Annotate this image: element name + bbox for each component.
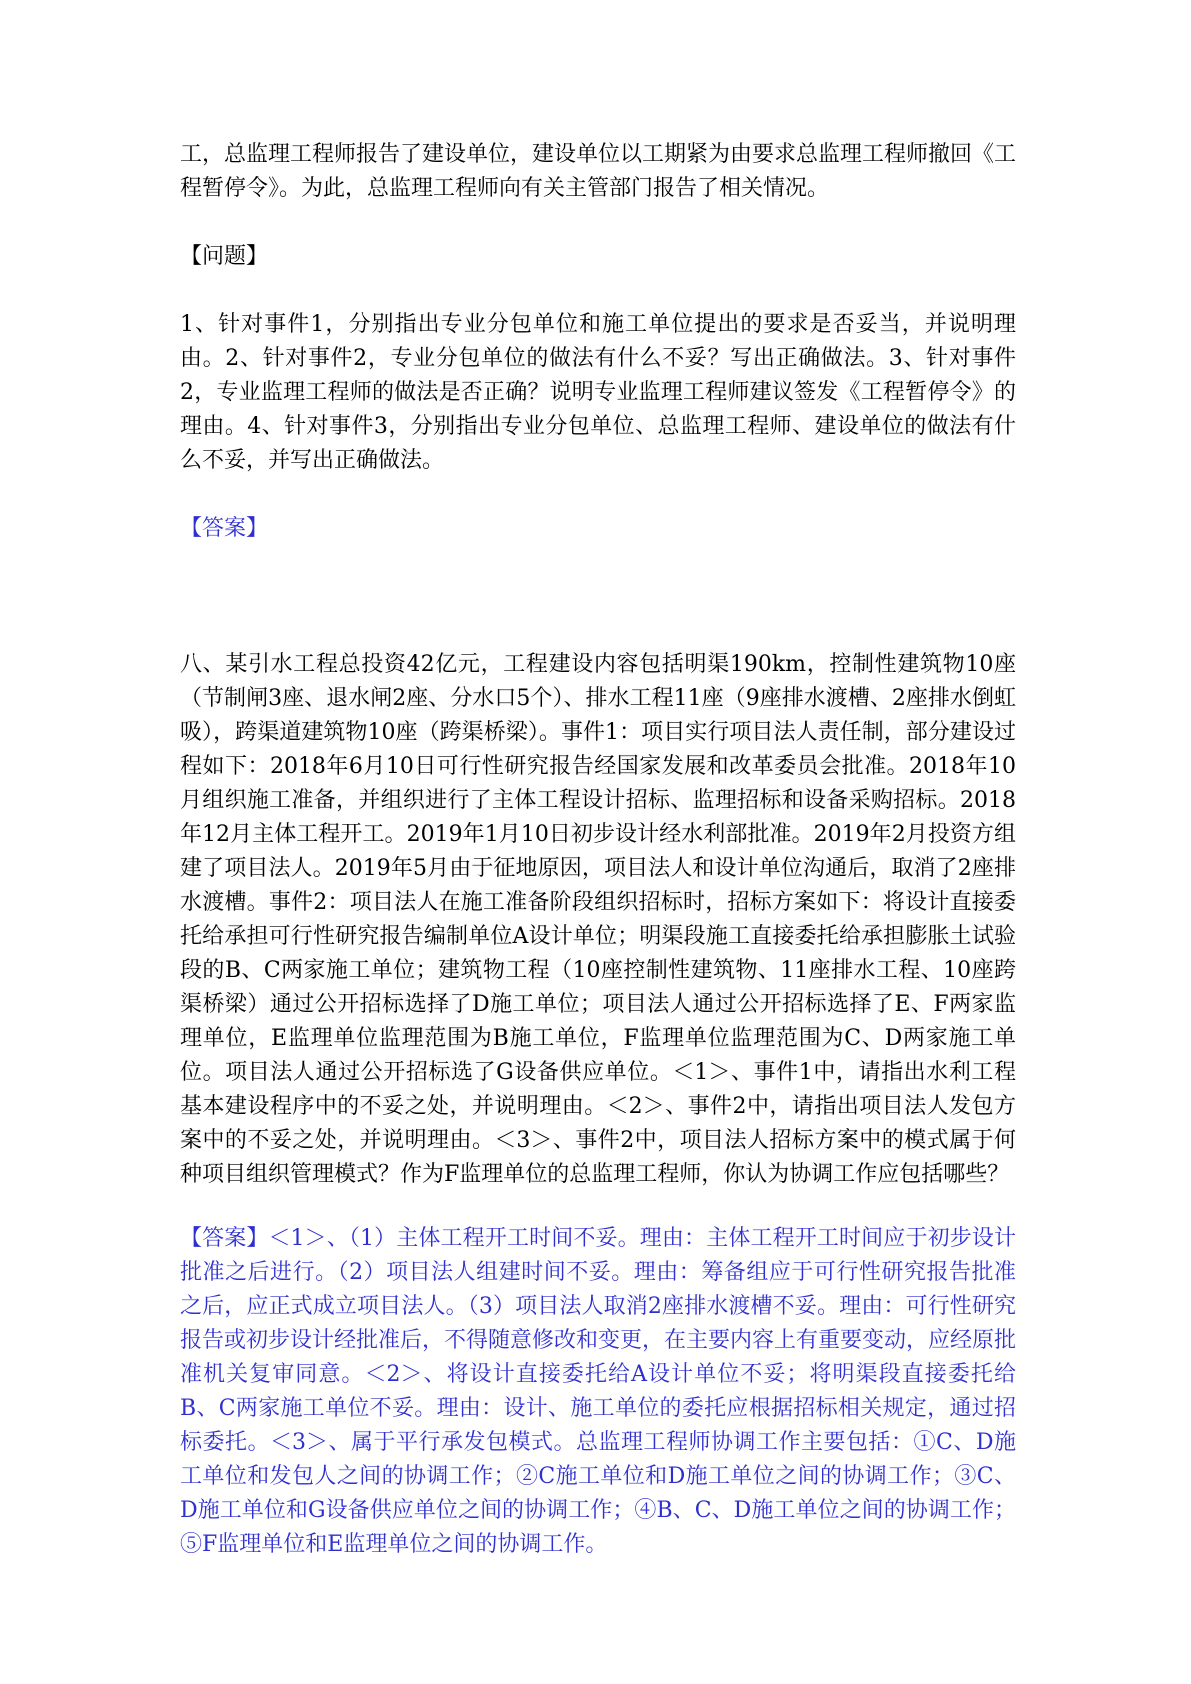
spacer [180,546,1016,648]
spacer [180,1192,1016,1222]
heading-answer: 【答案】 [180,516,269,541]
spacer [180,274,1016,308]
spacer [180,478,1016,512]
heading-questions: 【问题】 [180,244,269,269]
spacer [180,206,1016,240]
paragraph-questions: 1、针对事件1，分别指出专业分包单位和施工单位提出的要求是否妥当，并说明理由。2、针对事件2，专业分包单位的做法有什么不妥？写出正确做法。3、针对事件2，专业监理工程师的做法是否正确？说明专业监理工程师建议签发《工程暂停令》的理由。4、针对事件3，分别指出专业分包单位、总监理工程师、建设单位的做法有什么不妥，并写出正确做法。 [180,312,1016,473]
paragraph-case-eight: 八、某引水工程总投资42亿元，工程建设内容包括明渠190km，控制性建筑物10座（节制闸3座、退水闸2座、分水口5个）、排水工程11座（9座排水渡槽、2座排水倒虹吸），跨渠道建筑物10座（跨渠桥梁）。事件1：项目实行项目法人责任制，部分建设过程如下：2018年6月10日可行性研究报告经国家发展和改革委员会批准。2018年10月组织施工准备，并组织进行了主体工程设计招标、监理招标和设备采购招标。2018年12月主体工程开工。2019年1月10日初步设计经水利部批准。2019年2月投资方组建了项目法人。2019年5月由于征地原因，项目法人和设计单位沟通后，取消了2座排水渡槽。事件2：项目法人在施工准备阶段组织招标时，招标方案如下：将设计直接委托给承担可行性研究报告编制单位A设计单位；明渠段施工直接委托给承担膨胀土试验段的B、C两家施工单位；建筑物工程（10座控制性建筑物、11座排水工程、10座跨渠桥梁）通过公开招标选择了D施工单位；项目法人通过公开招标选择了E、F两家监理单位，E监理单位监理范围为B施工单位，F监理单位监理范围为C、D两家施工单位。项目法人通过公开招标选了G设备供应单位。＜1＞、事件1中，请指出水利工程基本建设程序中的不妥之处，并说明理由。＜2＞、事件2中，请指出项目法人发包方案中的不妥之处，并说明理由。＜3＞、事件2中，项目法人招标方案中的模式属于何种项目组织管理模式？作为F监理单位的总监理工程师，你认为协调工作应包括哪些？ [180,652,1016,1187]
paragraph-continuation: 工，总监理工程师报告了建设单位，建设单位以工期紧为由要求总监理工程师撤回《工程暂停令》。为此，总监理工程师向有关主管部门报告了相关情况。 [180,142,1017,201]
document-page [180,138,1016,1562]
paragraph-answer-eight: 【答案】＜1＞、（1）主体工程开工时间不妥。理由：主体工程开工时间应于初步设计批准之后进行。（2）项目法人组建时间不妥。理由：筹备组应于可行性研究报告批准之后，应正式成立项目法人。（3）项目法人取消2座排水渡槽不妥。理由：可行性研究报告或初步设计经批准后，不得随意修改和变更，在主要内容上有重要变动，应经原批准机关复审同意。＜2＞、将设计直接委托给A设计单位不妥；将明渠段直接委托给B、C两家施工单位不妥。理由：设计、施工单位的委托应根据招标相关规定，通过招标委托。＜3＞、属于平行承发包模式。总监理工程师协调工作主要包括：①C、D施工单位和发包人之间的协调工作；②C施工单位和D施工单位之间的协调工作；③C、D施工单位和G设备供应单位之间的协调工作；④B、C、D施工单位之间的协调工作；⑤F监理单位和E监理单位之间的协调工作。 [180,1226,1017,1557]
